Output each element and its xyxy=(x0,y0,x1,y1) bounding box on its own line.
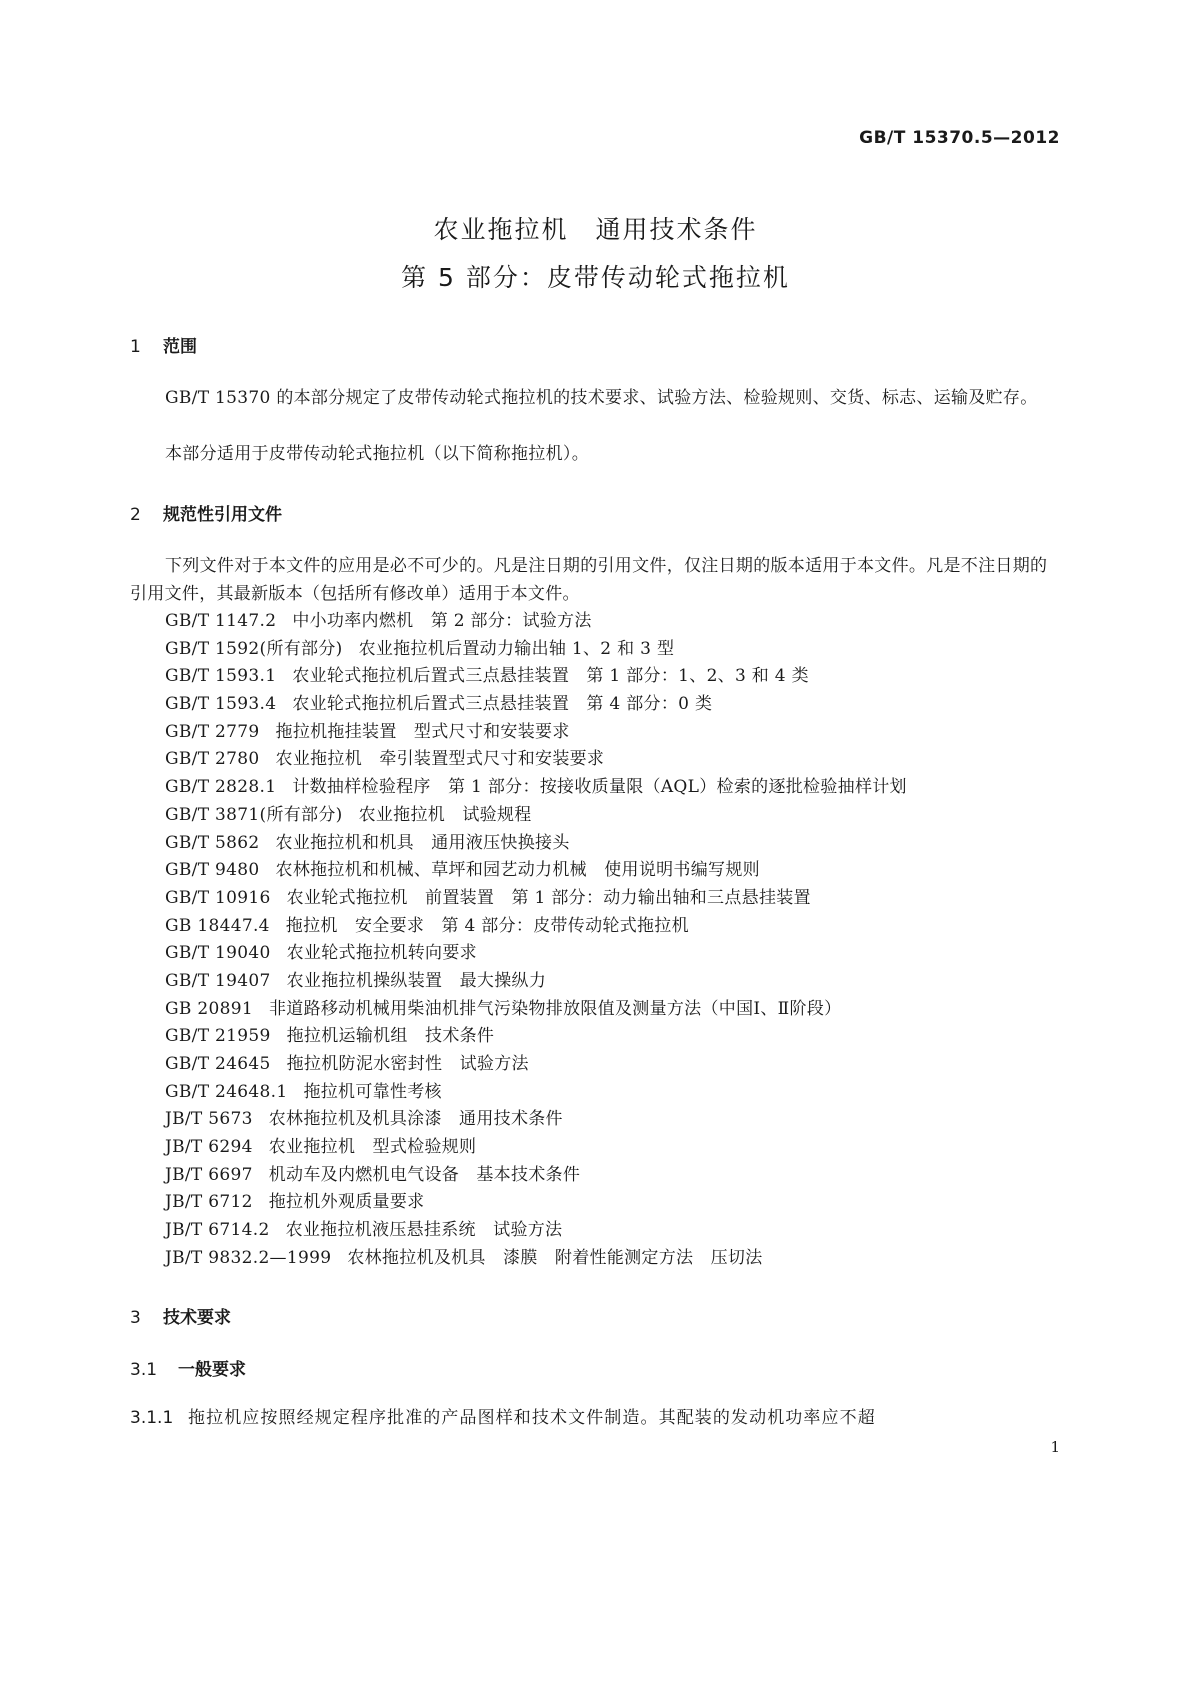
document-title: 农业拖拉机 通用技术条件 xyxy=(433,215,758,244)
reference-item xyxy=(165,1106,907,1134)
reference-title: 农林拖拉机和机械、草坪和园艺动力机械 使用说明书编写规则 xyxy=(275,860,760,881)
standard-code: GB/T 15370.5—2012 xyxy=(859,128,1060,148)
reference-item xyxy=(165,802,907,830)
reference-item xyxy=(165,1189,907,1217)
reference-item xyxy=(165,885,907,913)
reference-item xyxy=(165,940,907,968)
reference-title: 拖拉机可靠性考核 xyxy=(303,1081,442,1102)
reference-item xyxy=(165,857,907,885)
reference-code: JB/T 9832.2—1999 xyxy=(165,1247,332,1268)
reference-title: 拖拉机防泥水密封性 试验方法 xyxy=(286,1054,529,1074)
document-subtitle: 第 5 部分：皮带传动轮式拖拉机 xyxy=(401,263,790,292)
reference-title: 农业拖拉机操纵装置 最大操纵力 xyxy=(286,970,547,991)
reference-code: GB/T 5862 xyxy=(165,832,260,853)
reference-title: 农业拖拉机 牵引装置型式尺寸和安装要求 xyxy=(275,749,605,770)
reference-code: GB/T 9480 xyxy=(165,860,260,881)
reference-item xyxy=(165,1023,907,1051)
reference-code: JB/T 6714.2 xyxy=(165,1220,270,1241)
reference-title: 农业轮式拖拉机 前置装置 第 1 部分：动力输出轴和三点悬挂装置 xyxy=(286,887,811,908)
reference-item xyxy=(165,996,907,1024)
reference-code: GB 18447.4 xyxy=(165,915,270,936)
reference-code: GB/T 19040 xyxy=(165,943,271,964)
section-title: 技术要求 xyxy=(163,1308,231,1328)
reference-title: 机动车及内燃机电气设备 基本技术条件 xyxy=(268,1164,581,1185)
clause-text: 拖拉机应按照经规定程序批准的产品图样和技术文件制造。其配装的发动机功率应不超 xyxy=(188,1408,876,1428)
reference-title: 中小功率内燃机 第 2 部分：试验方法 xyxy=(292,611,592,631)
reference-code: GB/T 2779 xyxy=(165,721,260,742)
reference-code: GB/T 1592(所有部分) xyxy=(165,638,343,659)
reference-item xyxy=(165,1217,907,1245)
reference-item xyxy=(165,1245,907,1273)
reference-item xyxy=(165,830,907,858)
reference-code: GB/T 3871(所有部分) xyxy=(165,804,343,825)
reference-title: 拖拉机拖挂装置 型式尺寸和安装要求 xyxy=(275,721,570,742)
section-3-heading xyxy=(130,1303,231,1328)
reference-title: 农业拖拉机和机具 通用液压快换接头 xyxy=(275,832,570,853)
reference-code: GB/T 24645 xyxy=(165,1054,271,1074)
reference-item xyxy=(165,746,907,774)
reference-title: 农业轮式拖拉机后置式三点悬挂装置 第 4 部分：0 类 xyxy=(292,694,713,715)
section-number: 1 xyxy=(130,337,141,357)
reference-item xyxy=(165,774,907,802)
reference-code: GB/T 19407 xyxy=(165,970,271,991)
reference-title: 非道路移动机械用柴油机排气污染物排放限值及测量方法（中国Ⅰ、Ⅱ阶段） xyxy=(268,998,842,1019)
reference-title: 拖拉机外观质量要求 xyxy=(268,1192,425,1213)
reference-item xyxy=(165,663,907,691)
section-title: 规范性引用文件 xyxy=(163,505,282,525)
reference-code: GB/T 24648.1 xyxy=(165,1081,288,1102)
reference-code: JB/T 6294 xyxy=(165,1137,253,1158)
reference-code: JB/T 6712 xyxy=(165,1192,253,1213)
reference-item xyxy=(165,913,907,941)
reference-code: GB/T 1593.1 xyxy=(165,666,277,687)
reference-item xyxy=(165,1162,907,1190)
reference-item xyxy=(165,719,907,747)
reference-code: GB/T 2828.1 xyxy=(165,777,277,798)
reference-title: 农业轮式拖拉机后置式三点悬挂装置 第 1 部分：1、2、3 和 4 类 xyxy=(292,666,809,687)
section-1-paragraph-2: 本部分适用于皮带传动轮式拖拉机（以下简称拖拉机）。 xyxy=(165,444,589,464)
subsection-number: 3.1 xyxy=(130,1360,158,1380)
reference-title: 农业拖拉机后置动力输出轴 1、2 和 3 型 xyxy=(358,638,675,659)
reference-item xyxy=(165,636,907,664)
reference-title: 计数抽样检验程序 第 1 部分：按接收质量限（AQL）检索的逐批检验抽样计划 xyxy=(292,777,907,798)
reference-item xyxy=(165,608,907,636)
reference-code: GB/T 1147.2 xyxy=(165,611,277,631)
clause-number: 3.1.1 xyxy=(130,1408,174,1428)
reference-item xyxy=(165,1134,907,1162)
reference-list xyxy=(165,608,907,1273)
section-2-heading xyxy=(130,500,282,525)
section-title: 范围 xyxy=(163,337,197,357)
section-1-heading xyxy=(130,332,197,357)
clause-3-1-1 xyxy=(130,1403,1062,1428)
page-number: 1 xyxy=(1050,1438,1060,1456)
section-2-intro: 下列文件对于本文件的应用是必不可少的。凡是注日期的引用文件，仅注日期的版本适用于本文件。凡是不注日期的引用文件，其最新版本（包括所有修改单）适用于本文件。 xyxy=(130,556,1048,604)
reference-code: GB/T 10916 xyxy=(165,887,271,908)
reference-title: 农业拖拉机液压悬挂系统 试验方法 xyxy=(285,1220,563,1241)
subsection-3-1-heading xyxy=(130,1355,246,1380)
section-number: 3 xyxy=(130,1308,141,1328)
section-number: 2 xyxy=(130,505,141,525)
reference-title: 农林拖拉机及机具 漆膜 附着性能测定方法 压切法 xyxy=(347,1247,763,1268)
section-1-paragraph-1: GB/T 15370 的本部分规定了皮带传动轮式拖拉机的技术要求、试验方法、检验规则、交货、标志、运输及贮存。 xyxy=(165,388,1038,408)
reference-item xyxy=(165,691,907,719)
reference-title: 拖拉机运输机组 技术条件 xyxy=(286,1026,495,1047)
reference-code: GB 20891 xyxy=(165,998,253,1019)
reference-title: 农业拖拉机 型式检验规则 xyxy=(268,1137,477,1158)
reference-item xyxy=(165,968,907,996)
reference-item xyxy=(165,1079,907,1107)
reference-code: JB/T 5673 xyxy=(165,1109,253,1130)
reference-code: GB/T 1593.4 xyxy=(165,694,277,715)
reference-title: 农林拖拉机及机具涂漆 通用技术条件 xyxy=(268,1109,563,1130)
subsection-title: 一般要求 xyxy=(178,1360,246,1380)
reference-code: JB/T 6697 xyxy=(165,1164,253,1185)
reference-title: 拖拉机 安全要求 第 4 部分：皮带传动轮式拖拉机 xyxy=(285,915,689,936)
reference-title: 农业拖拉机 试验规程 xyxy=(358,804,532,825)
reference-code: GB/T 21959 xyxy=(165,1026,271,1047)
reference-title: 农业轮式拖拉机转向要求 xyxy=(286,943,477,964)
reference-code: GB/T 2780 xyxy=(165,749,260,770)
reference-item xyxy=(165,1051,907,1079)
